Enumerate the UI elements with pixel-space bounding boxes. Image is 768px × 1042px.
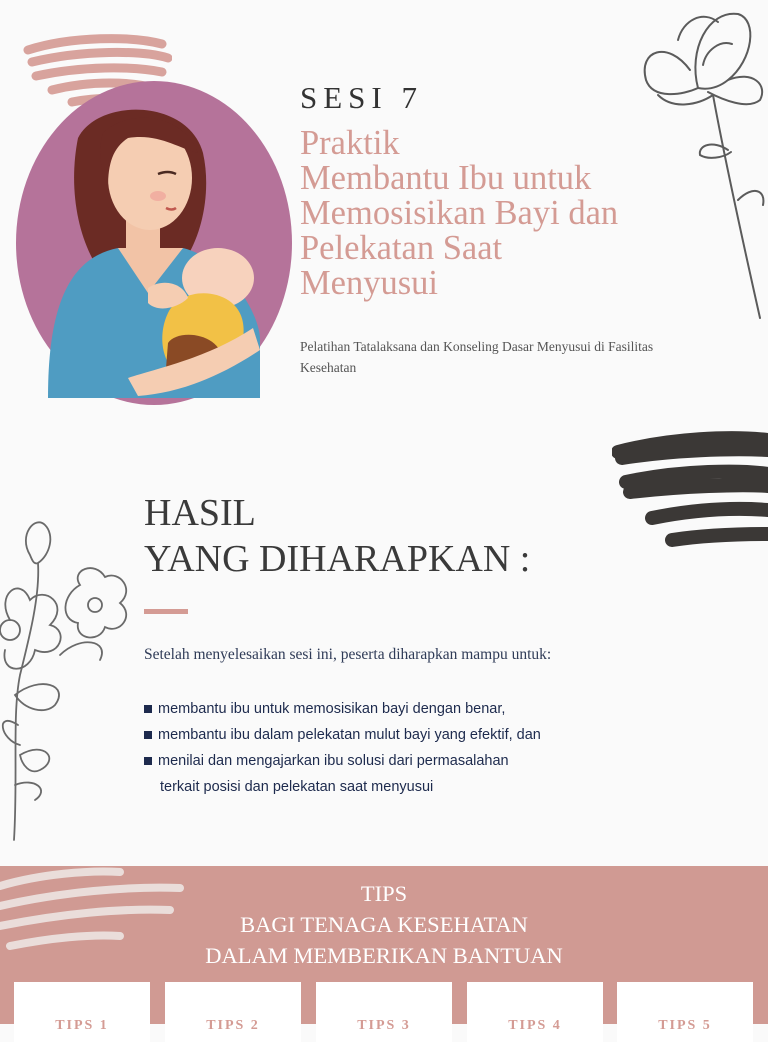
tips-card-label: TIPS 5 bbox=[658, 1018, 712, 1033]
tips-card-2[interactable] bbox=[165, 982, 301, 1042]
list-item-continuation bbox=[144, 774, 704, 800]
tips-card-label: TIPS 1 bbox=[55, 1018, 109, 1033]
tips-title-line: DALAM MEMBERIKAN BANTUAN bbox=[205, 943, 563, 968]
outcomes-heading bbox=[144, 490, 530, 582]
session-label: SESI 7 bbox=[300, 80, 423, 115]
list-item-text: membantu ibu untuk memosisikan bayi dengan benar, bbox=[158, 701, 506, 717]
list-item-text: menilai dan mengajarkan ibu solusi dari permasalahan bbox=[158, 753, 509, 769]
list-item-text: terkait posisi dan pelekatan saat menyusui bbox=[160, 779, 434, 795]
tips-title bbox=[0, 878, 768, 971]
square-bullet-icon bbox=[144, 705, 152, 713]
flower-sketch-icon bbox=[628, 0, 768, 320]
session-title-line: Memosisikan Bayi dan bbox=[300, 194, 619, 232]
session-title-line: Menyusui bbox=[300, 264, 438, 302]
list-item bbox=[144, 722, 704, 748]
list-item-text: membantu ibu dalam pelekatan mulut bayi yang efektif, dan bbox=[158, 727, 541, 743]
tips-card-1[interactable] bbox=[14, 982, 150, 1042]
list-item bbox=[144, 696, 704, 722]
outcomes-list bbox=[144, 696, 704, 800]
tips-title-line: BAGI TENAGA KESEHATAN bbox=[240, 912, 528, 937]
outcomes-intro: Setelah menyelesaikan sesi ini, peserta diharapkan mampu untuk: bbox=[144, 646, 552, 663]
tips-card-5[interactable] bbox=[617, 982, 753, 1042]
square-bullet-icon bbox=[144, 757, 152, 765]
list-item bbox=[144, 748, 704, 774]
session-title-line: Membantu Ibu untuk bbox=[300, 159, 592, 197]
outcomes-heading-line: HASIL bbox=[144, 492, 256, 534]
brush-stroke-icon bbox=[612, 430, 768, 560]
session-subtitle: Pelatihan Tatalaksana dan Konseling Dasar Menyusui di Fasilitas Kesehatan bbox=[300, 339, 654, 375]
tips-card-4[interactable] bbox=[467, 982, 603, 1042]
flower-sketch-icon bbox=[0, 515, 135, 845]
accent-divider bbox=[144, 609, 188, 614]
square-bullet-icon bbox=[144, 731, 152, 739]
tips-card-3[interactable] bbox=[316, 982, 452, 1042]
outcomes-heading-line: YANG DIHARAPKAN : bbox=[144, 538, 531, 580]
mother-breastfeeding-illustration bbox=[8, 78, 293, 408]
session-title-line: Praktik bbox=[300, 124, 400, 162]
tips-card-label: TIPS 4 bbox=[508, 1018, 562, 1033]
tips-card-label: TIPS 2 bbox=[206, 1018, 260, 1033]
tips-title-line: TIPS bbox=[360, 881, 408, 906]
session-title-line: Pelekatan Saat bbox=[300, 229, 503, 267]
tips-card-label: TIPS 3 bbox=[357, 1018, 411, 1033]
